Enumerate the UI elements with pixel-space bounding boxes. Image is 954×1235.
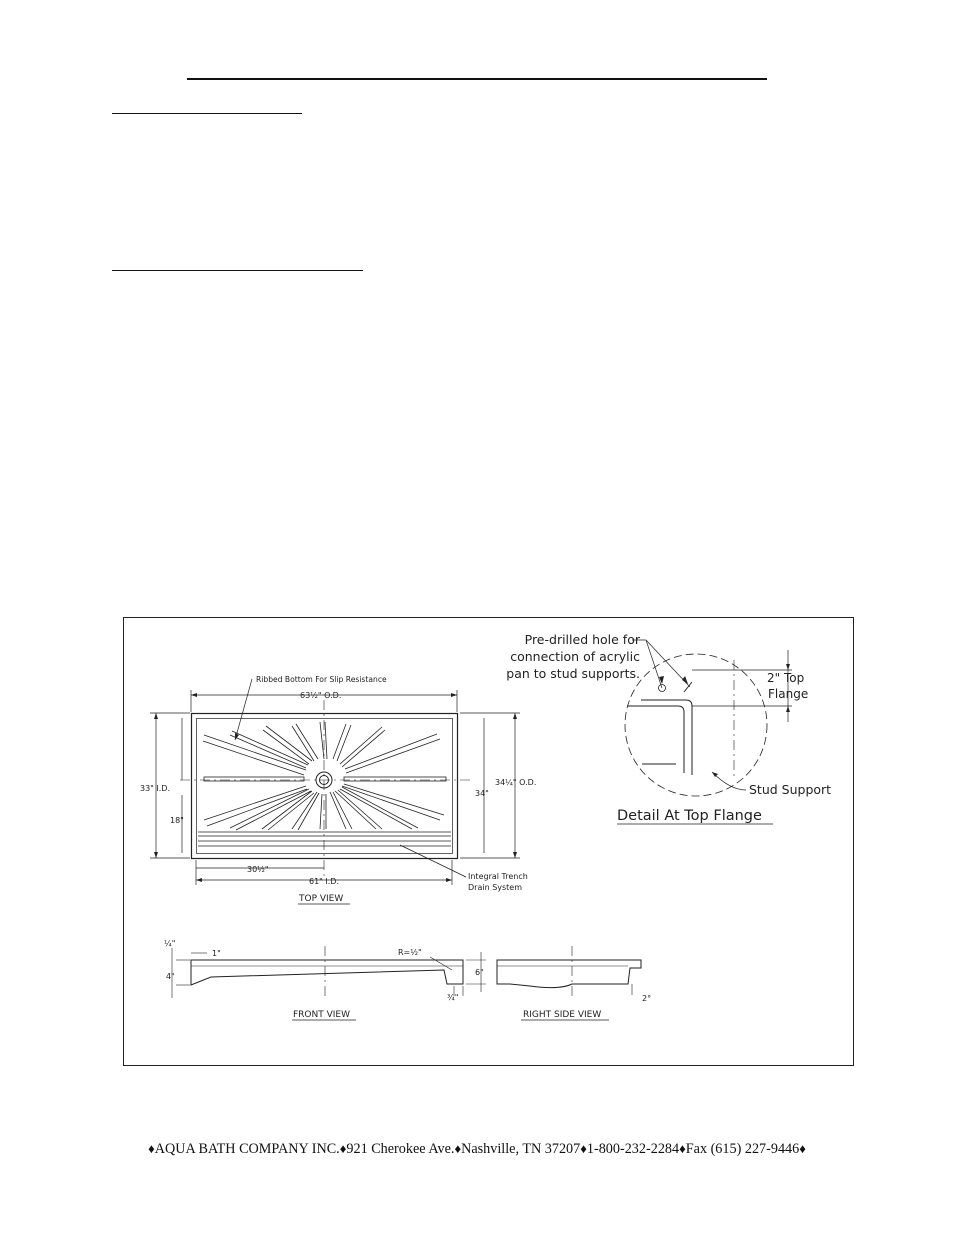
top-view-dimensions bbox=[150, 679, 520, 885]
right-side-view-title: RIGHT SIDE VIEW bbox=[523, 1010, 602, 1020]
inner-width-dim: 61" I.D. bbox=[309, 877, 340, 886]
hole-note-3: pan to stud supports. bbox=[506, 666, 640, 681]
ribbed-note: Ribbed Bottom For Slip Resistance bbox=[256, 675, 387, 684]
trench-note-2: Drain System bbox=[468, 883, 523, 892]
separator: ♦ bbox=[799, 1141, 806, 1156]
top-view-title: TOP VIEW bbox=[299, 894, 344, 904]
drawing-frame bbox=[124, 618, 854, 1066]
company-fax: Fax (615) 227-9446 bbox=[685, 1141, 800, 1157]
trench-note-1: Integral Trench bbox=[468, 872, 528, 881]
front-view-title: FRONT VIEW bbox=[293, 1010, 351, 1020]
outer-depth-dim: 34¼" O.D. bbox=[495, 778, 537, 787]
company-address: 921 Cherokee Ave. bbox=[346, 1141, 455, 1157]
outer-width-dim: 63½" O.D. bbox=[300, 691, 342, 700]
trench-drain bbox=[198, 832, 451, 846]
front-height-dim: 4" bbox=[166, 972, 175, 981]
company-city: Nashville, TN 37207 bbox=[461, 1141, 581, 1157]
side-six-dim: 6" bbox=[475, 968, 484, 977]
front-quarter-dim: ¼" bbox=[164, 939, 176, 948]
drain-offset-dim: 18" bbox=[170, 816, 184, 825]
stud-note: Stud Support bbox=[749, 782, 832, 797]
company-footer bbox=[0, 1141, 954, 1158]
front-radius: R=½" bbox=[398, 948, 422, 957]
company-name: AQUA BATH COMPANY INC. bbox=[154, 1141, 340, 1157]
hole-note-1: Pre-drilled hole for bbox=[524, 632, 640, 647]
hole-note-2: connection of acrylic bbox=[510, 649, 640, 664]
inner-depth-dim: 33" I.D. bbox=[140, 784, 171, 793]
flange-note-2: Flange bbox=[768, 687, 809, 701]
top-view-inner-outline bbox=[197, 719, 453, 854]
detail-title: Detail At Top Flange bbox=[617, 808, 762, 824]
separator: ♦ bbox=[679, 1141, 686, 1156]
depth-dim: 34" bbox=[475, 789, 489, 798]
right-side-view bbox=[497, 946, 641, 1000]
separator: ♦ bbox=[339, 1141, 347, 1156]
separator: ♦ bbox=[454, 1141, 462, 1156]
flange-note-1: 2" Top bbox=[767, 671, 805, 685]
front-three-quarter-dim: ¾" bbox=[447, 993, 459, 1002]
side-slope: 2° bbox=[642, 994, 652, 1003]
separator: ♦ bbox=[580, 1141, 587, 1156]
half-width-dim: 30½" bbox=[247, 865, 269, 874]
front-one-dim: 1" bbox=[212, 949, 221, 958]
company-phone: 1-800-232-2284 bbox=[586, 1141, 680, 1157]
separator: ♦ bbox=[148, 1141, 155, 1156]
